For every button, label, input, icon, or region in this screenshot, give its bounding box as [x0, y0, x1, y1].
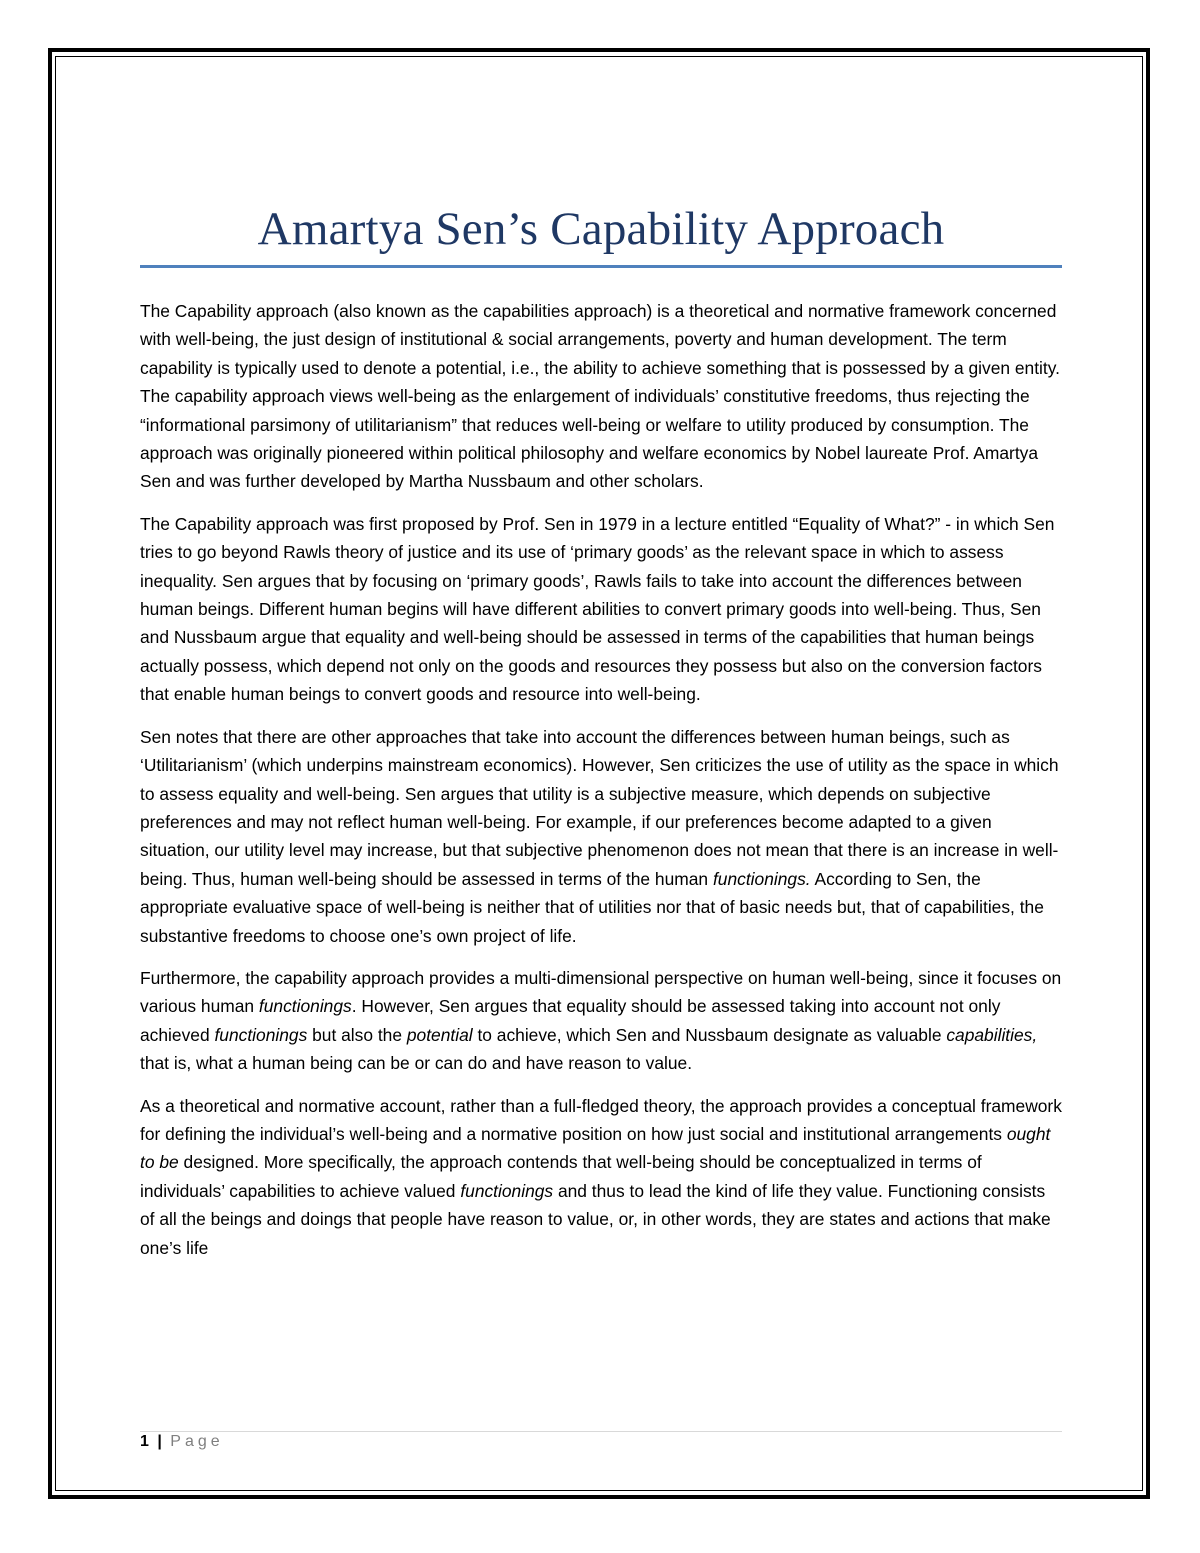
document-title: Amartya Sen’s Capability Approach — [257, 203, 945, 255]
body-paragraph — [140, 297, 1062, 496]
footer-divider — [140, 1431, 1062, 1432]
document-body — [140, 297, 1062, 1276]
body-paragraph — [140, 964, 1062, 1078]
body-paragraph — [140, 510, 1062, 709]
text-run: and thus to lead the kind of life they value. Functioning consists of all the beings and doings that people have reason to value, or, in other words, they are states and actions that make one’s life — [140, 1180, 1051, 1258]
text-run: . However, Sen argues that equality should be assessed taking into account not only achieved — [140, 996, 1001, 1045]
page-label: Page — [170, 1433, 224, 1450]
italic-term: functionings — [460, 1180, 554, 1201]
text-run: Furthermore, the capability approach provides a multi-dimensional perspective on human well-being, since it focuses on various human — [140, 967, 1062, 1017]
text-run: The Capability approach (also known as the capabilities approach) is a theoretical and normative framework concerned with well-being, the just design of institutional & social arrangements, poverty and human development. The term capability is typically used to denote a potential, i.e., the ability to achieve something that is possessed by a given entity. The capability approach views well-being as the enlargement of individuals’ constitutive freedoms, thus rejecting the “informational parsimony of utilitarianism” that reduces well-being or welfare to utility produced by consumption. The approach was originally pioneered within political philosophy and welfare economics by Nobel laureate Prof. Amartya Sen and was further developed by Martha Nussbaum and other scholars. — [140, 301, 1060, 492]
footer-separator: | — [157, 1433, 162, 1450]
text-run: As a theoretical and normative account, rather than a full-fledged theory, the approach provides a conceptual framework for defining the individual’s well-being and a normative position on how just social and institutional arrangements — [140, 1095, 1062, 1144]
text-run: but also the — [307, 1024, 407, 1045]
italic-term: capabilities, — [946, 1024, 1038, 1045]
title-underline — [140, 265, 1062, 268]
italic-term: ought to be — [140, 1123, 1051, 1173]
text-run: According to Sen, the appropriate evaluative space of well-being is neither that of utilities nor that of basic needs but, that of capabilities, the substantive freedoms to choose one’s own project of life. — [140, 868, 1044, 946]
italic-term: functionings. — [712, 868, 811, 889]
italic-term: potential — [406, 1024, 473, 1045]
text-run: designed. More specifically, the approach contends that well-being should be conceptualized in terms of individuals’ capabilities to achieve valued — [140, 1152, 982, 1201]
text-run: to achieve, which Sen and Nussbaum designate as valuable — [472, 1024, 947, 1045]
text-run: that is, what a human being can be or can do and have reason to value. — [140, 1053, 693, 1074]
body-paragraph — [140, 1092, 1062, 1262]
text-run: The Capability approach was first proposed by Prof. Sen in 1979 in a lecture entitled “Equality of What?” - in which Sen tries to go beyond Rawls theory of justice and its use of ‘primary goods’ as the relevant space in which to assess inequality. Sen argues that by focusing on ‘primary goods’, Rawls fails to take into account the differences between human beings. Different human begins will have different abilities to convert primary goods into well-being. Thus, Sen and Nussbaum argue that equality and well-being should be assessed in terms of the capabilities that human beings actually possess, which depend not only on the goods and resources they possess but also on the conversion factors that enable human beings to convert goods and resource into well-being. — [140, 513, 1055, 705]
body-paragraph — [140, 723, 1062, 950]
page-number: 1 — [140, 1433, 149, 1450]
text-run: Sen notes that there are other approaches that take into account the differences between human beings, such as ‘Utilitarianism’ (which underpins mainstream economics). However, Sen criticizes the use of utility as the space in which to assess equality and well-being. Sen argues that utility is a subjective measure, which depends on subjective preferences and may not reflect human well-being. For example, if our preferences become adapted to a given situation, our utility level may increase, but that subjective phenomenon does not mean that there is an increase in well-being. Thus, human well-being should be assessed in terms of the human — [140, 726, 1059, 889]
italic-term: functionings — [214, 1024, 308, 1045]
page-footer — [140, 1433, 224, 1451]
italic-term: functionings — [258, 996, 352, 1017]
